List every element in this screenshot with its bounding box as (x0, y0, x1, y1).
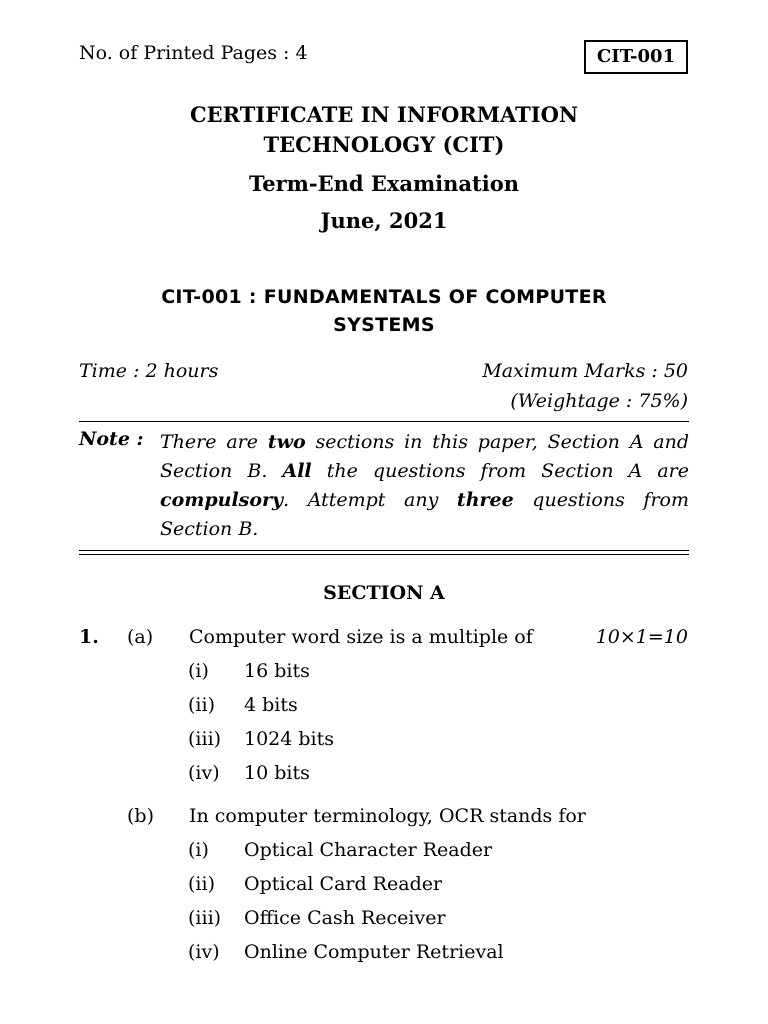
note-label: Note : (79, 428, 144, 450)
option-number: (ii) (188, 694, 215, 716)
option-number: (iv) (188, 941, 220, 963)
option-text: Optical Character Reader (244, 839, 493, 861)
programme-title-line2: TECHNOLOGY (CIT) (263, 132, 505, 157)
part-a-question: Computer word size is a multiple of (189, 626, 533, 648)
course-title-line1: CIT-001 : FUNDAMENTALS OF COMPUTER (161, 286, 607, 308)
option-number: (iv) (188, 762, 220, 784)
part-a-label: (a) (127, 626, 154, 648)
option-number: (iii) (188, 907, 222, 929)
course-title-line2: SYSTEMS (333, 314, 435, 336)
maximum-marks: Maximum Marks : 50 (482, 360, 688, 382)
option-number: (i) (188, 839, 209, 861)
note-text: There are two sections in this paper, Section A and Section B. All the questions from Section A are compulsory. Attempt any three questions from Section B. (160, 431, 689, 540)
option-number: (ii) (188, 873, 215, 895)
option-text: 1024 bits (244, 728, 335, 750)
option-text: 16 bits (244, 660, 310, 682)
option-text: 4 bits (244, 694, 298, 716)
programme-title-line1: CERTIFICATE IN INFORMATION (189, 102, 579, 127)
exam-date: June, 2021 (320, 208, 448, 233)
question-marks: 10×1=10 (595, 626, 688, 648)
question-number: 1. (79, 626, 99, 648)
divider-line (79, 421, 689, 422)
paper-code-box: CIT-001 (584, 40, 688, 74)
option-number: (iii) (188, 728, 222, 750)
exam-name: Term-End Examination (248, 171, 519, 196)
option-text: Optical Card Reader (244, 873, 443, 895)
printed-pages-count: No. of Printed Pages : 4 (79, 42, 308, 64)
time-allowed: Time : 2 hours (79, 360, 219, 382)
option-text: Online Computer Retrieval (244, 941, 504, 963)
weightage: (Weightage : 75%) (510, 390, 688, 412)
option-number: (i) (188, 660, 209, 682)
option-text: 10 bits (244, 762, 310, 784)
option-text: Office Cash Receiver (244, 907, 446, 929)
part-b-label: (b) (127, 805, 154, 827)
section-title: SECTION A (323, 582, 445, 604)
part-b-question: In computer terminology, OCR stands for (189, 805, 586, 827)
double-divider-line (79, 550, 689, 555)
